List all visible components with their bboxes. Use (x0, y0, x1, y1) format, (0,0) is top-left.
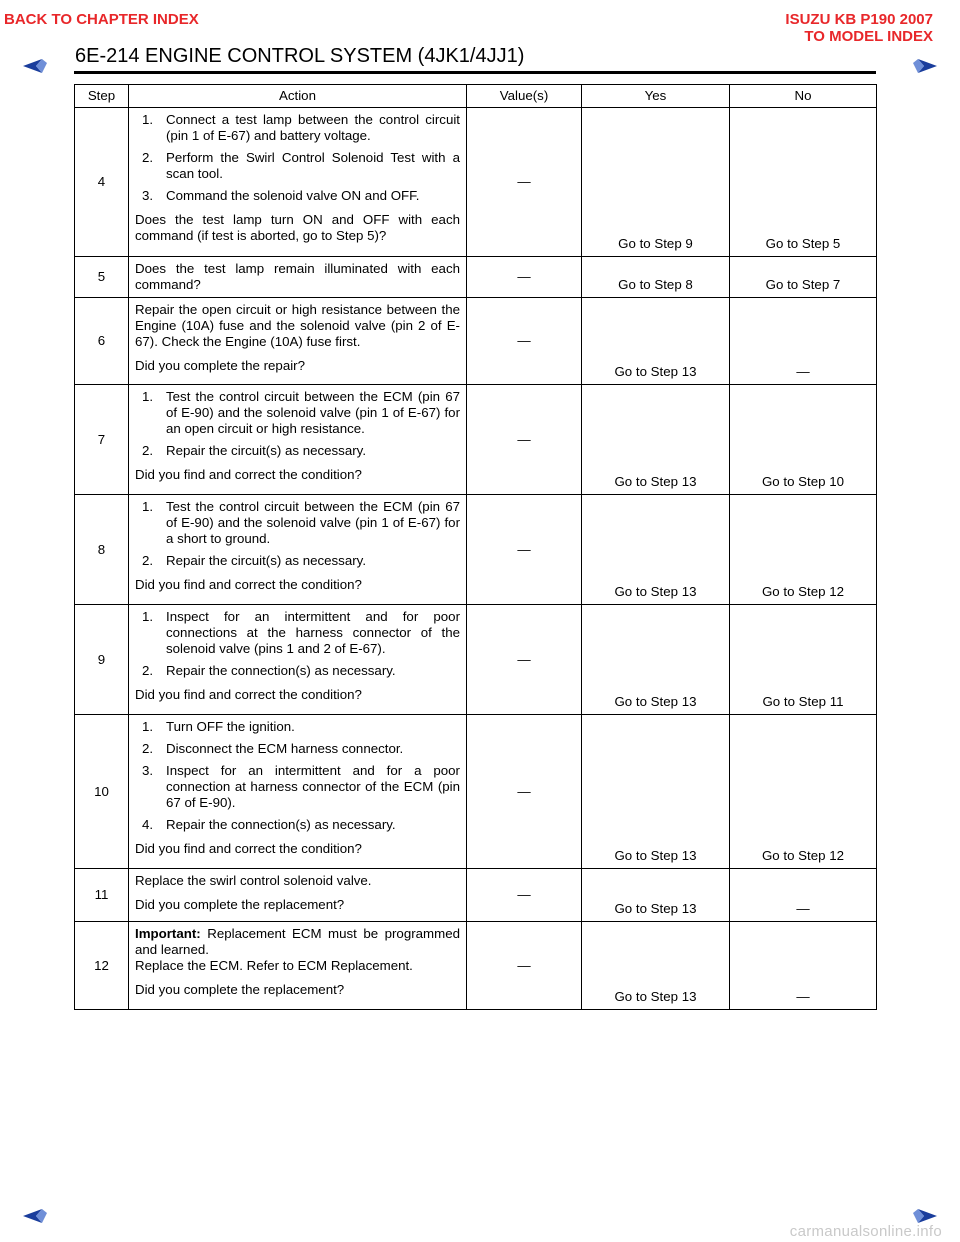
no-cell: Go to Step 12 (730, 495, 877, 605)
step-number: 10 (75, 715, 129, 869)
no-cell: Go to Step 5 (730, 108, 877, 257)
important-label: Important: (135, 926, 201, 941)
action-question: Does the test lamp remain illuminated with each command? (135, 261, 460, 292)
action-item: 2. Perform the Swirl Control Solenoid Test with a scan tool. (142, 150, 460, 181)
value-cell: — (467, 495, 582, 605)
action-cell (129, 257, 467, 298)
action-question: Did you find and correct the condition? (135, 687, 362, 702)
value-cell: — (467, 869, 582, 922)
step-number: 8 (75, 495, 129, 605)
value-cell: — (467, 108, 582, 257)
table-row (75, 108, 877, 257)
header-values: Value(s) (467, 85, 582, 108)
table-row (75, 922, 877, 1010)
action-item: 1. Test the control circuit between the ECM (pin 67 of E-90) and the solenoid valve (pin 1 of E-67) for a short to ground. (142, 499, 460, 546)
arrow-right-icon[interactable] (912, 58, 938, 74)
arrow-left-icon[interactable] (22, 1208, 48, 1224)
table-row (75, 385, 877, 495)
yes-cell: Go to Step 13 (582, 715, 730, 869)
watermark: carmanualsonline.info (789, 1223, 942, 1240)
step-number: 9 (75, 605, 129, 715)
table-row (75, 298, 877, 385)
step-number: 4 (75, 108, 129, 257)
action-cell (129, 298, 467, 385)
action-item: 1. Turn OFF the ignition. (142, 719, 295, 734)
yes-cell: Go to Step 8 (582, 257, 730, 298)
step-number: 11 (75, 869, 129, 922)
action-question: Does the test lamp turn ON and OFF with each command (if test is aborted, go to Step 5)? (135, 212, 460, 243)
page-title: 6E-214 ENGINE CONTROL SYSTEM (4JK1/4JJ1) (75, 45, 525, 67)
action-cell (129, 715, 467, 869)
value-cell: — (467, 715, 582, 869)
action-item: 2. Repair the circuit(s) as necessary. (142, 553, 367, 568)
action-question: Did you complete the replacement? (135, 982, 345, 997)
action-cell (129, 108, 467, 257)
yes-cell: Go to Step 9 (582, 108, 730, 257)
no-cell: Go to Step 7 (730, 257, 877, 298)
value-cell: — (467, 385, 582, 495)
action-item: 4. Repair the connection(s) as necessary. (142, 817, 396, 832)
action-item: 3. Inspect for an intermittent and for a poor connection at harness connector of the ECM (pin 67 of E-90). (142, 763, 460, 810)
arrow-left-icon[interactable] (22, 58, 48, 74)
action-cell (129, 495, 467, 605)
value-cell: — (467, 922, 582, 1010)
action-intro: Replace the ECM. Refer to ECM Replacement. (135, 958, 413, 973)
action-cell (129, 869, 467, 922)
yes-cell: Go to Step 13 (582, 495, 730, 605)
value-cell: — (467, 257, 582, 298)
action-item: 1. Connect a test lamp between the control circuit (pin 1 of E-67) and battery voltage. (142, 112, 460, 143)
action-intro: Replace the swirl control solenoid valve. (135, 873, 372, 888)
table-row (75, 605, 877, 715)
yes-cell: Go to Step 13 (582, 869, 730, 922)
no-cell: Go to Step 10 (730, 385, 877, 495)
action-cell (129, 605, 467, 715)
yes-cell: Go to Step 13 (582, 298, 730, 385)
table-row (75, 257, 877, 298)
header-no: No (730, 85, 877, 108)
table-row (75, 715, 877, 869)
header-divider (74, 71, 876, 74)
action-item: 1. Test the control circuit between the ECM (pin 67 of E-90) and the solenoid valve (pin 1 of E-67) for an open circuit or high resistance. (142, 389, 460, 436)
step-number: 5 (75, 257, 129, 298)
table-row (75, 495, 877, 605)
header-step: Step (75, 85, 129, 108)
yes-cell: Go to Step 13 (582, 385, 730, 495)
table-header-row (75, 85, 877, 108)
action-item: 2. Repair the connection(s) as necessary. (142, 663, 396, 678)
header-action: Action (129, 85, 467, 108)
model-name-label: ISUZU KB P190 2007 (785, 11, 933, 28)
yes-cell: Go to Step 13 (582, 922, 730, 1010)
value-cell: — (467, 298, 582, 385)
action-item: 3. Command the solenoid valve ON and OFF. (142, 188, 420, 203)
action-question: Did you find and correct the condition? (135, 467, 362, 482)
header-yes: Yes (582, 85, 730, 108)
action-cell (129, 922, 467, 1010)
yes-cell: Go to Step 13 (582, 605, 730, 715)
no-cell: Go to Step 12 (730, 715, 877, 869)
table-row (75, 869, 877, 922)
action-question: Did you complete the replacement? (135, 897, 345, 912)
action-question: Did you find and correct the condition? (135, 841, 362, 856)
model-index-link[interactable] (785, 11, 933, 45)
no-cell: — (730, 922, 877, 1010)
arrow-right-icon[interactable] (912, 1208, 938, 1224)
value-cell: — (467, 605, 582, 715)
important-note: Important: Replacement ECM must be programmed and learned. (135, 926, 460, 957)
action-item: 2. Repair the circuit(s) as necessary. (142, 443, 367, 458)
action-item: 1. Inspect for an intermittent and for poor connections at the harness connector of the solenoid valve (pins 1 and 2 of E-67). (142, 609, 460, 656)
back-to-chapter-index-link[interactable]: BACK TO CHAPTER INDEX (4, 11, 199, 28)
action-intro: Repair the open circuit or high resistance between the Engine (10A) fuse and the solenoid valve (pin 2 of E-67). Check the Engine (10A) fuse first. (135, 302, 460, 349)
action-cell (129, 385, 467, 495)
diagnostic-table (74, 84, 877, 1010)
step-number: 7 (75, 385, 129, 495)
action-question: Did you complete the repair? (135, 358, 305, 373)
no-cell: — (730, 869, 877, 922)
action-question: Did you find and correct the condition? (135, 577, 362, 592)
no-cell: — (730, 298, 877, 385)
action-item: 2. Disconnect the ECM harness connector. (142, 741, 404, 756)
step-number: 6 (75, 298, 129, 385)
no-cell: Go to Step 11 (730, 605, 877, 715)
step-number: 12 (75, 922, 129, 1010)
to-model-index-label: TO MODEL INDEX (804, 28, 933, 45)
